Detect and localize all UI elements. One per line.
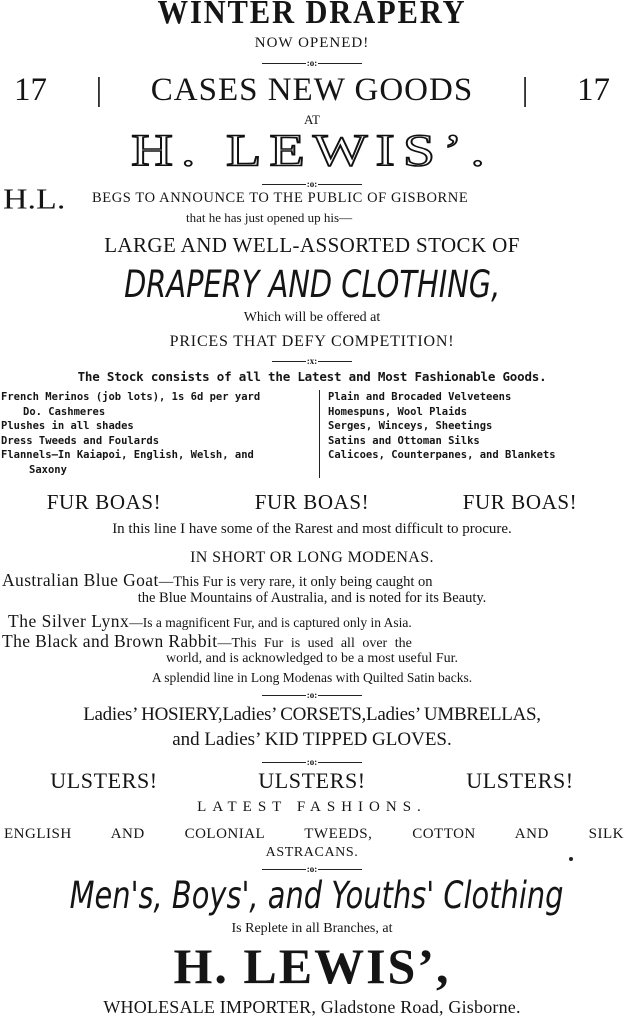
store-name-outline: H. LEWIS’.: [131, 124, 493, 176]
rabbit-name: The Black and Brown Rabbit: [2, 631, 218, 651]
fur-boas-label: FUR BOAS!: [46, 490, 162, 514]
divider: :o:: [0, 690, 624, 700]
divider: :x:: [0, 356, 624, 366]
stock-item: Satins and Ottoman Silks: [328, 434, 480, 447]
clothing-heading: Men's, Boys', and Youths' Clothing: [69, 874, 564, 917]
decorative-dot: [569, 857, 573, 861]
cases-line: [0, 72, 624, 109]
stock-item: Flannels—In Kaiapoi, English, Welsh, and: [1, 449, 254, 462]
stock-item: Do. Cashmeres: [23, 405, 106, 418]
stock-item: French Merinos (job lots), 1s 6d per yard: [1, 391, 261, 403]
fur-boas-row: [0, 490, 624, 515]
divider: :o:: [0, 757, 624, 767]
fur-boas-label: FUR BOAS!: [462, 490, 578, 514]
announce-line-2: that he has just opened up his—: [186, 210, 353, 225]
stock-item: Serges, Winceys, Sheetings: [328, 420, 493, 433]
fur-boas-label: FUR BOAS!: [254, 490, 370, 514]
latest-fashions: LATEST FASHIONS.: [197, 799, 427, 815]
ulsters-label: ULSTERS!: [50, 768, 158, 793]
rabbit-desc: —This Fur is used all over the: [217, 636, 412, 651]
ladies-line-1: Ladies’ HOSIERY,Ladies’ CORSETS,Ladies’ UMBRELLAS,: [83, 704, 541, 725]
lynx-name: The Silver Lynx: [8, 611, 130, 631]
divider: :o:: [0, 58, 624, 68]
announce-line-1: BEGS TO ANNOUNCE TO THE PUBLIC OF GISBORNE: [92, 190, 469, 206]
stock-item: Saxony: [29, 463, 67, 476]
ad-title: WINTER DRAPERY: [157, 0, 467, 31]
drapery-heading: DRAPERY AND CLOTHING,: [123, 263, 501, 306]
replete-line: Is Replete in all Branches, at: [231, 921, 393, 936]
lynx-desc: —Is a magnificent Fur, and is captured only in Asia.: [129, 615, 412, 630]
stock-consists-heading: The Stock consists of all the Latest and Most Fashionable Goods.: [77, 369, 547, 384]
rabbit-line-2: world, and is acknowledged to be a most useful Fur.: [165, 651, 458, 666]
divider: :o:: [0, 179, 624, 189]
splendid-line: A splendid line in Long Modenas with Quilted Satin backs.: [151, 670, 473, 685]
ladies-line-2: and Ladies’ KID TIPPED GLOVES.: [172, 729, 452, 750]
ulsters-label: ULSTERS!: [466, 768, 574, 793]
goat-line-2: the Blue Mountains of Australia, and is noted for its Beauty.: [137, 590, 487, 606]
store-name-footer: H. LEWIS’,: [173, 938, 451, 994]
divider: :o:: [0, 864, 624, 874]
goat-name: Australian Blue Goat: [2, 570, 159, 590]
cases-divider-right: |: [521, 72, 529, 108]
cases-divider-left: |: [95, 72, 103, 108]
now-opened: NOW OPENED!: [254, 35, 370, 51]
stock-heading: LARGE AND WELL-ASSORTED STOCK OF: [104, 233, 520, 257]
ulsters-label: ULSTERS!: [258, 768, 366, 793]
stock-item: Dress Tweeds and Foulards: [1, 434, 160, 447]
cases-count-left: 17: [14, 72, 47, 108]
prices-line: PRICES THAT DEFY COMPETITION!: [169, 333, 455, 350]
rarest-line: In this line I have some of the Rarest and most difficult to procure.: [112, 521, 512, 537]
stock-right-column: [320, 390, 556, 478]
cases-count-right: 17: [576, 72, 610, 108]
lynx-line: [8, 611, 412, 632]
cases-text: CASES NEW GOODS: [150, 72, 474, 108]
astracans-line: ASTRACANS.: [265, 845, 359, 860]
goat-desc: —This Fur is very rare, it only being caught on: [158, 574, 433, 590]
tweeds-line: ENGLISH AND COLONIAL TWEEDS, COTTON AND SILK: [4, 826, 624, 842]
initials: H.L.: [3, 184, 66, 216]
offered-line: Which will be offered at: [243, 310, 381, 325]
ulsters-row: [0, 768, 624, 794]
goat-line-1: [2, 570, 433, 591]
stock-item: Calicoes, Counterpanes, and Blankets: [328, 449, 556, 462]
footer-address: WHOLESALE IMPORTER, Gladstone Road, Gisborne.: [103, 997, 521, 1017]
stock-left-column: [0, 390, 320, 478]
stock-columns: [0, 390, 624, 478]
stock-item: Plain and Brocaded Velveteens: [328, 391, 512, 403]
stock-item: Plushes in all shades: [1, 420, 134, 433]
stock-item: Homespuns, Wool Plaids: [328, 405, 468, 418]
modenas-heading: IN SHORT OR LONG MODENAS.: [190, 549, 434, 566]
at-label: AT: [304, 112, 320, 127]
rabbit-line-1: [2, 631, 412, 652]
